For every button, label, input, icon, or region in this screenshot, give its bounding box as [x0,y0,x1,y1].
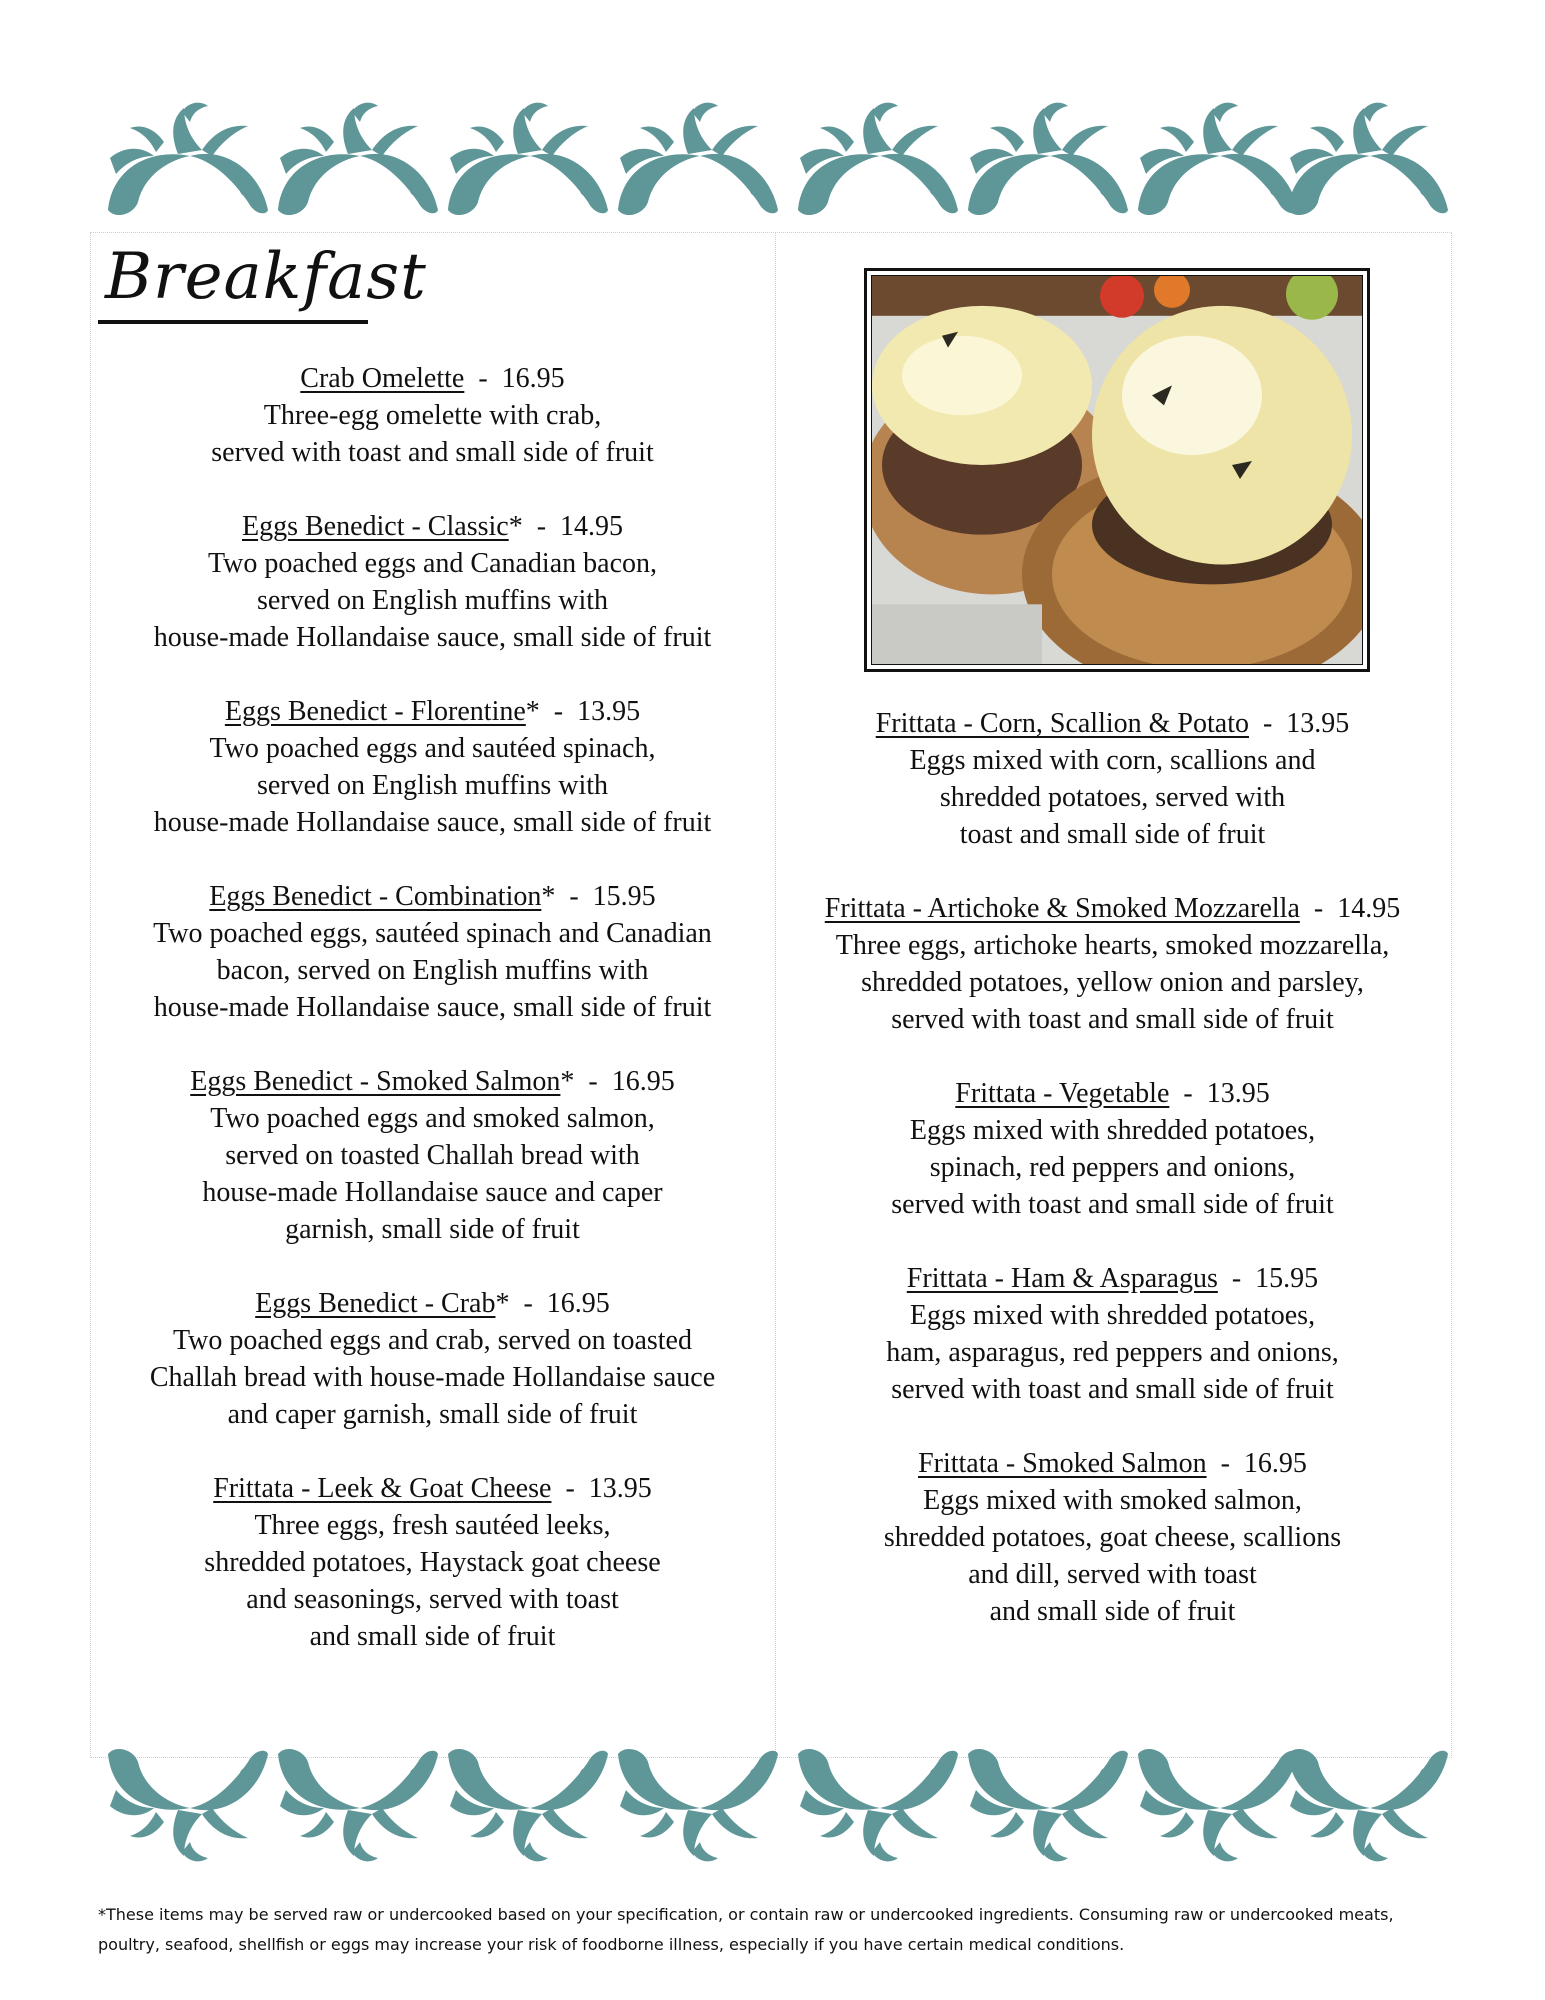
menu-column-right [790,705,1435,1667]
menu-item-price: * - 16.95 [495,1288,610,1319]
menu-item-description-line: and small side of fruit [309,1621,556,1652]
menu-item-name: Eggs Benedict - Crab [255,1288,496,1319]
menu-item-heading [110,693,755,730]
menu-item-description-line: and caper garnish, small side of fruit [227,1399,638,1430]
menu-item [790,1445,1435,1630]
menu-item-name: Frittata - Ham & Asparagus [906,1263,1218,1294]
menu-item-price: - 16.95 [1206,1448,1307,1479]
menu-item-description-line: shredded potatoes, goat cheese, scallions [883,1522,1342,1553]
menu-item [790,705,1435,853]
menu-item-description-line: house-made Hollandaise sauce, small side of fruit [153,622,712,653]
menu-item-heading [790,705,1435,742]
menu-item-description-line: bacon, served on English muffins with [216,955,649,986]
menu-item-price: * - 14.95 [508,511,624,542]
menu-item-description-line: served with toast and small side of fruit [891,1374,1334,1405]
menu-item-price: * - 15.95 [541,881,656,912]
menu-item-description-line: shredded potatoes, yellow onion and parsley, [861,967,1364,998]
menu-item-description-line: Three-egg omelette with crab, [263,400,602,431]
menu-item-description-line: Two poached eggs and smoked salmon, [210,1103,655,1134]
menu-item-description-line: spinach, red peppers and onions, [929,1152,1296,1183]
menu-item [110,1285,755,1433]
menu-item-description-line: Three eggs, artichoke hearts, smoked mozzarella, [835,930,1390,961]
menu-item-description-line: garnish, small side of fruit [285,1214,580,1245]
menu-item-description-line: served on English muffins with [256,585,608,616]
menu-item-description-line: Eggs mixed with shredded potatoes, [909,1115,1316,1146]
menu-item-description-line: served with toast and small side of fruit [211,437,654,468]
menu-item [790,890,1435,1038]
menu-item-description-line: Two poached eggs, sautéed spinach and Canadian [153,918,712,949]
menu-item-price: - 14.95 [1299,893,1401,924]
menu-item-description-line: house-made Hollandaise sauce, small side of fruit [153,807,712,838]
eggs-benedict-photo [864,268,1370,672]
menu-item-description-line: shredded potatoes, served with [939,782,1286,813]
menu-item [110,1063,755,1248]
menu-item-name: Frittata - Leek & Goat Cheese [213,1473,552,1504]
menu-item-description-line: shredded potatoes, Haystack goat cheese [204,1547,661,1578]
menu-item-price: - 13.95 [1169,1078,1270,1109]
menu-item-heading [110,508,755,545]
menu-item-description-line: and small side of fruit [989,1596,1236,1627]
menu-item-name: Frittata - Artichoke & Smoked Mozzarella [824,893,1300,924]
menu-item-description-line: served on English muffins with [256,770,608,801]
menu-item [110,360,755,471]
menu-item-description-line: Two poached eggs and sautéed spinach, [209,733,656,764]
menu-item [110,693,755,841]
menu-item [790,1260,1435,1408]
menu-item-description-line: Challah bread with house-made Hollandaise sauce [149,1362,716,1393]
menu-item-name: Frittata - Vegetable [955,1078,1170,1109]
menu-title: Breakfast [105,240,427,314]
menu-item-description-line: and dill, served with toast [968,1559,1257,1590]
menu-item [110,878,755,1026]
menu-column-left [110,360,755,1692]
menu-item-price: * - 16.95 [560,1066,675,1097]
menu-item-heading [110,1063,755,1100]
food-photo-illustration [872,276,1362,664]
menu-item-description-line: ham, asparagus, red peppers and onions, [886,1337,1339,1368]
menu-item [790,1075,1435,1223]
menu-item-description-line: house-made Hollandaise sauce, small side of fruit [153,992,712,1023]
menu-item-heading [110,1285,755,1322]
disclaimer-line-2: poultry, seafood, shellfish or eggs may increase your risk of foodborne illness, especially if you have certain medical conditions. [98,1935,1125,1954]
menu-item-name: Frittata - Smoked Salmon [918,1448,1207,1479]
menu-item-price: - 13.95 [551,1473,652,1504]
menu-item-description-line: Eggs mixed with shredded potatoes, [909,1300,1316,1331]
disclaimer-line-1: *These items may be served raw or undercooked based on your specification, or contain raw or undercooked ingredients. Consuming raw or undercooked meats, [98,1905,1394,1924]
menu-item-heading [110,878,755,915]
menu-item-heading [110,1470,755,1507]
menu-item-name: Frittata - Corn, Scallion & Potato [875,708,1249,739]
menu-item-name: Eggs Benedict - Florentine [224,696,526,727]
menu-item [110,508,755,656]
menu-item-heading [110,360,755,397]
menu-item-description-line: Eggs mixed with corn, scallions and [909,745,1316,776]
menu-item-description-line: Two poached eggs and crab, served on toasted [173,1325,692,1356]
title-underline [98,320,368,324]
menu-item-heading [790,1075,1435,1112]
menu-item-description-line: and seasonings, served with toast [246,1584,619,1615]
menu-item-price: - 13.95 [1248,708,1350,739]
menu-item-price: - 15.95 [1217,1263,1319,1294]
menu-item-description-line: Three eggs, fresh sautéed leeks, [254,1510,611,1541]
menu-item-name: Crab Omelette [300,363,465,394]
menu-item-heading [790,890,1435,927]
menu-item-price: - 16.95 [464,363,565,394]
menu-item-description-line: Eggs mixed with smoked salmon, [923,1485,1302,1516]
ornament-band-top [98,92,1448,222]
menu-item-name: Eggs Benedict - Combination [209,881,542,912]
column-divider [775,232,776,1758]
allergy-disclaimer [98,1900,1458,1960]
menu-item-description-line: house-made Hollandaise sauce and caper [202,1177,663,1208]
menu-item-price: * - 13.95 [525,696,641,727]
menu-item-name: Eggs Benedict - Classic [241,511,509,542]
menu-item [110,1470,755,1655]
menu-item-heading [790,1260,1435,1297]
menu-item-description-line: served on toasted Challah bread with [225,1140,640,1171]
menu-item-name: Eggs Benedict - Smoked Salmon [190,1066,561,1097]
menu-item-description-line: Two poached eggs and Canadian bacon, [208,548,657,579]
menu-item-description-line: toast and small side of fruit [959,819,1266,850]
ornament-band-bottom [98,1742,1448,1872]
menu-item-heading [790,1445,1435,1482]
menu-item-description-line: served with toast and small side of fruit [891,1189,1334,1220]
menu-item-description-line: served with toast and small side of fruit [891,1004,1334,1035]
